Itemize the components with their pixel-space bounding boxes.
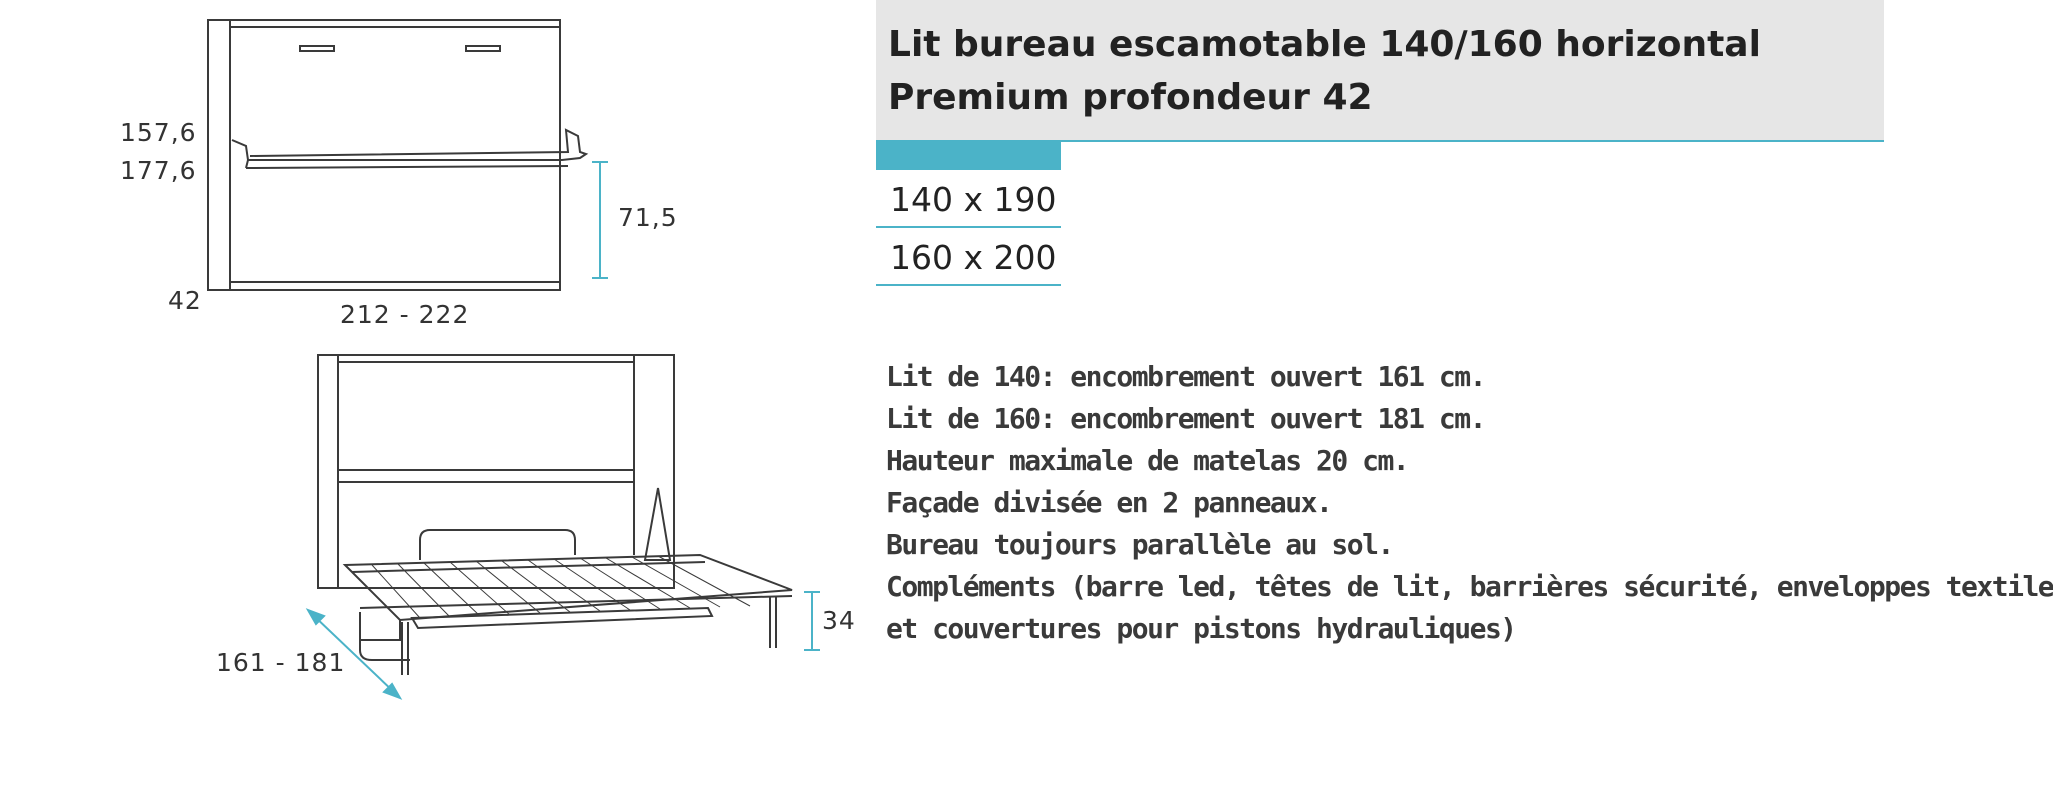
product-title: Lit bureau escamotable 140/160 horizontal Premium profondeur 42 [888, 24, 1761, 118]
dim-desk-height: 71,5 [618, 203, 678, 232]
dim-depth: 42 [168, 286, 202, 315]
open-bed-drawing [318, 355, 792, 675]
closed-bed-drawing [208, 20, 586, 290]
feature-item: Bureau toujours parallèle au sol. [886, 528, 1393, 561]
size-option: 140 x 190 [876, 172, 1061, 228]
feature-item: Compléments (barre led, têtes de lit, barrières sécurité, enveloppes textile [886, 570, 2053, 603]
leg-height-arrow [804, 592, 820, 650]
size-option: 160 x 200 [876, 230, 1061, 286]
feature-item: Lit de 160: encombrement ouvert 181 cm. [886, 402, 1485, 435]
feature-list [886, 356, 2053, 650]
dim-height-2: 177,6 [120, 156, 197, 185]
dim-width: 212 - 222 [340, 300, 470, 329]
feature-item: Hauteur maximale de matelas 20 cm. [886, 444, 1409, 477]
dim-height-1: 157,6 [120, 118, 197, 147]
dim-leg-height: 34 [822, 606, 856, 635]
desk-height-arrow [592, 162, 608, 278]
feature-item: et couvertures pour pistons hydrauliques) [886, 612, 1516, 645]
dim-open-length: 161 - 181 [216, 648, 346, 677]
feature-item: Façade divisée en 2 panneaux. [886, 486, 1332, 519]
feature-item: Lit de 140: encombrement ouvert 161 cm. [886, 360, 1485, 393]
size-table-header [876, 142, 1061, 170]
